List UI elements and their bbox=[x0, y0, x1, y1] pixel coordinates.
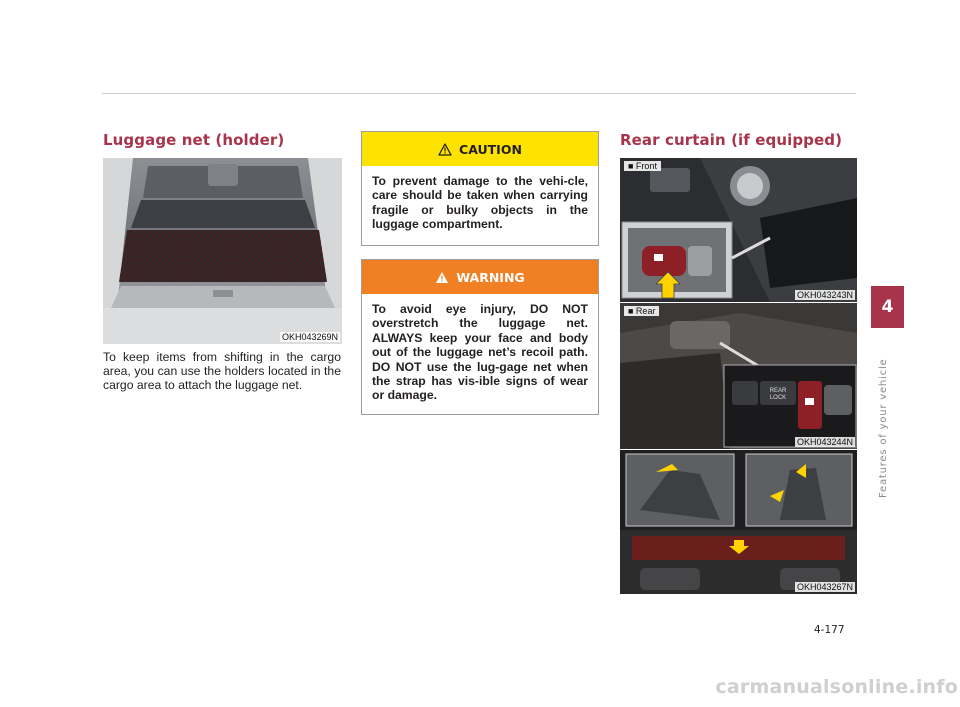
top-rule bbox=[102, 93, 856, 94]
trunk-illustration bbox=[103, 158, 342, 344]
warning-triangle-icon bbox=[438, 143, 452, 156]
rear-door-illustration bbox=[620, 303, 857, 449]
image-code: OKH043244N bbox=[796, 437, 853, 447]
warning-box bbox=[361, 259, 599, 415]
warning-label: WARNING bbox=[456, 269, 525, 285]
image-code: OKH043269N bbox=[281, 332, 338, 342]
caution-header bbox=[362, 132, 598, 166]
luggage-net-heading: Luggage net (holder) bbox=[103, 131, 285, 149]
chapter-tab: 4 bbox=[871, 286, 904, 328]
chapter-title: Features of your vehicle bbox=[878, 358, 889, 498]
rear-door-photo bbox=[620, 303, 857, 449]
switch-label: LOCK bbox=[769, 395, 787, 401]
front-console-illustration bbox=[620, 158, 857, 302]
page-number: 4-177 bbox=[814, 624, 845, 636]
front-tag: ■ Front bbox=[624, 161, 661, 171]
rear-window-photo bbox=[620, 450, 857, 594]
warning-text: To avoid eye injury, DO NOT overstretch the luggage net. ALWAYS keep your face and body out of the luggage net’s recoil path. DO NOT use the lug-gage net when the strap has vis-ible signs of wear or damage. bbox=[372, 302, 588, 403]
image-code: OKH043243N bbox=[796, 290, 853, 300]
rear-curtain-heading: Rear curtain (if equipped) bbox=[620, 131, 843, 149]
caution-box bbox=[361, 131, 599, 246]
luggage-net-description: To keep items from shifting in the cargo area, you can use the holders located in the cargo area to attach the luggage net. bbox=[103, 350, 341, 393]
caution-label: CAUTION bbox=[459, 141, 522, 157]
rear-tag: ■ Rear bbox=[624, 306, 659, 316]
warning-triangle-icon bbox=[435, 271, 449, 284]
switch-label: REAR bbox=[769, 388, 787, 394]
warning-header bbox=[362, 260, 598, 294]
image-code: OKH043267N bbox=[796, 582, 853, 592]
luggage-net-photo bbox=[103, 158, 342, 344]
front-console-photo bbox=[620, 158, 857, 302]
footer-watermark: carmanualsonline.info bbox=[715, 676, 958, 698]
rear-window-illustration bbox=[620, 450, 857, 594]
caution-text: To prevent damage to the vehi-cle, care should be taken when carrying fragile or bulky objects in the luggage compartment. bbox=[372, 174, 588, 232]
